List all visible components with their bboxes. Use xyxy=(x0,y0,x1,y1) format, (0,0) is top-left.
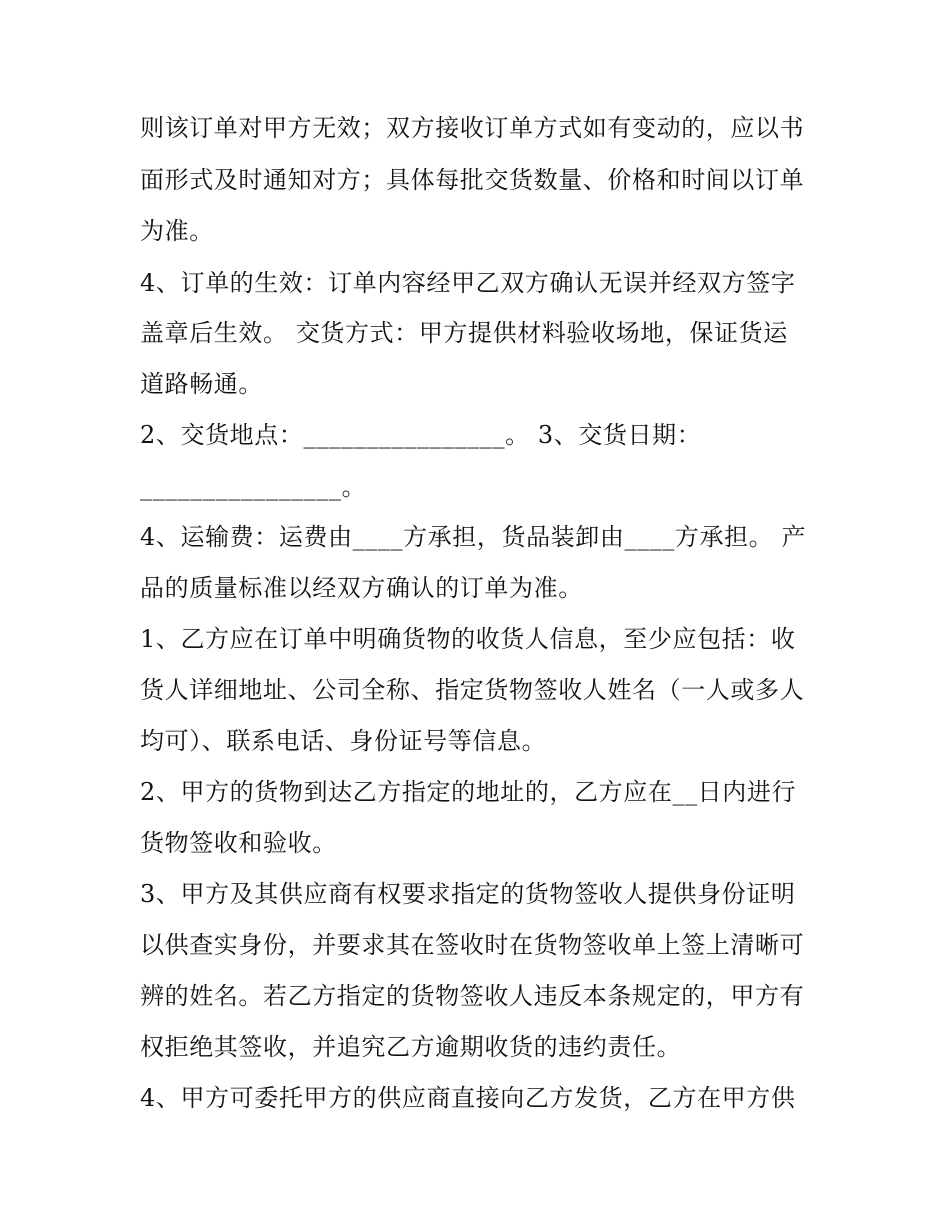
text-line: 盖章后生效。 交货方式：甲方提供材料验收场地，保证货运 xyxy=(140,319,788,347)
text-line: 2、甲方的货物到达乙方指定的地址的，乙方应在__日内进行 xyxy=(140,778,797,806)
text-line: 辨的姓名。若乙方指定的货物签收人违反本条规定的，甲方有 xyxy=(140,982,805,1010)
text-line: ________________。 xyxy=(140,473,367,501)
text-line: 货物签收和验收。 xyxy=(140,829,337,857)
text-line: 1、乙方应在订单中明确货物的收货人信息，至少应包括：收 xyxy=(140,625,796,653)
text-line: 为准。 xyxy=(140,217,214,245)
text-line: 品的质量标准以经双方确认的订单为准。 xyxy=(140,574,583,602)
text-line: 面形式及时通知对方；具体每批交货数量、价格和时间以订单 xyxy=(140,166,805,194)
text-line: 4、运输费：运费由____方承担，货品装卸由____方承担。 产 xyxy=(140,523,807,551)
text-line: 权拒绝其签收，并追究乙方逾期收货的违约责任。 xyxy=(140,1033,682,1061)
text-line: 4、甲方可委托甲方的供应商直接向乙方发货，乙方在甲方供 xyxy=(140,1084,796,1112)
text-line: 均可）、联系电话、身份证号等信息。 xyxy=(140,727,547,755)
text-line: 则该订单对甲方无效；双方接收订单方式如有变动的，应以书 xyxy=(140,114,805,142)
text-line: 以供查实身份，并要求其在签收时在货物签收单上签上清晰可 xyxy=(140,931,805,959)
text-line: 2、交货地点：________________。 3、交货日期： xyxy=(140,421,702,449)
text-line: 货人详细地址、公司全称、指定货物签收人姓名（一人或多人 xyxy=(140,676,805,704)
text-line: 4、订单的生效：订单内容经甲乙双方确认无误并经双方签字 xyxy=(140,269,796,297)
text-line: 3、甲方及其供应商有权要求指定的货物签收人提供身份证明 xyxy=(140,880,796,908)
text-line: 道路畅通。 xyxy=(140,370,263,398)
